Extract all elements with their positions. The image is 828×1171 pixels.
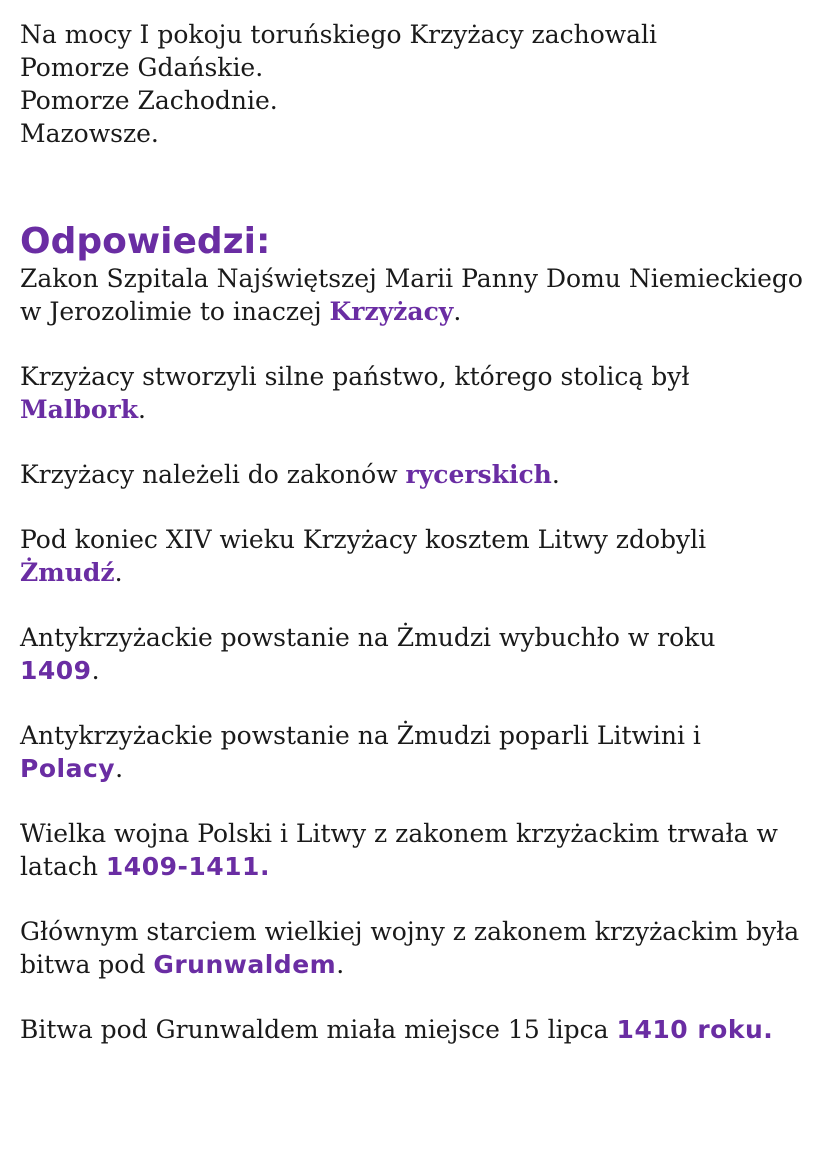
answer-paragraph [20, 915, 810, 981]
answer-option: Pomorze Zachodnie. [20, 86, 278, 115]
answer-paragraph [20, 360, 810, 426]
answer-punctuation: . [138, 395, 146, 424]
answer-key: rycerskich [405, 460, 552, 489]
answer-punctuation: . [114, 558, 123, 587]
answer-text: Wielka wojna Polski i Litwy z zakonem krzyżackim trwała w latach [20, 819, 778, 881]
answer-option: Pomorze Gdańskie. [20, 53, 264, 82]
answer-paragraph [20, 523, 810, 589]
answer-text: Krzyżacy należeli do zakonów [20, 460, 406, 489]
answer-punctuation: . [336, 950, 345, 979]
answer-text: Zakon Szpitala Najświętszej Marii Panny Domu Niemieckiego w Jerozolimie to inaczej [20, 264, 803, 326]
answer-text: Głównym starciem wielkiej wojny z zakonem krzyżackim była bitwa pod [20, 917, 800, 979]
answer-punctuation: . [453, 297, 462, 326]
answer-key: 1409-1411. [105, 852, 270, 881]
answer-text: Antykrzyżackie powstanie na Żmudzi poparli Litwini i [20, 721, 701, 750]
answer-key: 1409 [20, 656, 92, 685]
answer-paragraph [20, 817, 810, 883]
answer-text: Krzyżacy stworzyli silne państwo, którego stolicą był [20, 362, 690, 391]
answer-punctuation: . [115, 754, 124, 783]
answer-key: Polacy [20, 754, 116, 783]
answer-key: Krzyżacy [329, 297, 454, 326]
answer-key: 1410 roku. [616, 1015, 774, 1044]
question-stem: Na mocy I pokoju toruńskiego Krzyżacy zachowali [20, 20, 658, 49]
answer-paragraph [20, 458, 810, 491]
answer-key: Grunwaldem [153, 950, 337, 979]
answers-heading: Odpowiedzi: [20, 221, 271, 262]
answer-key: Żmudź [20, 558, 115, 587]
document-page [20, 18, 810, 1078]
answer-option: Mazowsze. [20, 119, 159, 148]
answer-paragraph [20, 1013, 810, 1046]
answer-text: Antykrzyżackie powstanie na Żmudzi wybuchło w roku [20, 623, 716, 652]
answer-paragraph [20, 719, 810, 785]
answer-text: Bitwa pod Grunwaldem miała miejsce 15 lipca [20, 1015, 617, 1044]
answer-text: Pod koniec XIV wieku Krzyżacy kosztem Litwy zdobyli [20, 525, 707, 554]
answer-key: Malbork [20, 395, 139, 424]
quiz-question [20, 18, 810, 150]
answer-punctuation: . [91, 656, 100, 685]
answer-paragraph [20, 262, 810, 328]
answer-paragraph [20, 621, 810, 687]
answer-punctuation: . [551, 460, 560, 489]
